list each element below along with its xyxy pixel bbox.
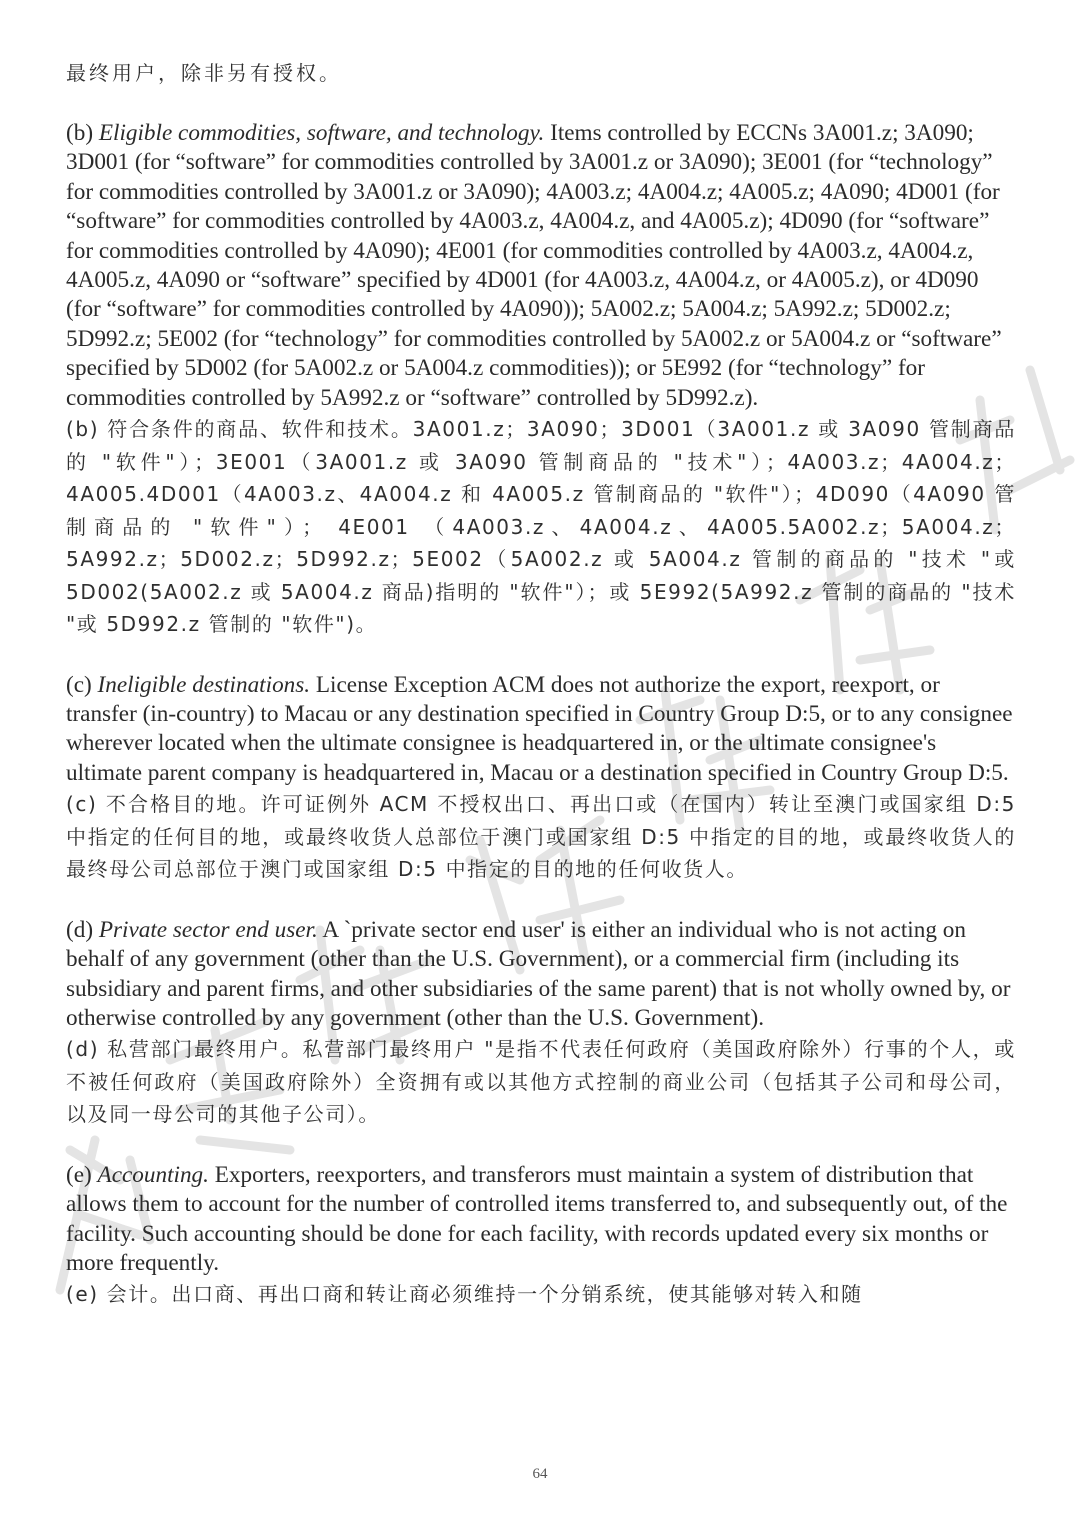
section-d-paragraph [66, 916, 1016, 1034]
section-c-paragraph [66, 671, 1016, 789]
section-b-title: Eligible commodities, software, and technology. [98, 120, 545, 146]
section-e-body: Exporters, reexporters, and transferors must maintain a system of distribution that allows them to account for the number of controlled items transferred to, and subsequently out, of the facility. Such accounting should be done for each facility, with records updated every six months or more frequently. [66, 1161, 1008, 1277]
section-b-paragraph [66, 119, 1016, 413]
section-c-heading: (c) [66, 671, 98, 698]
section-d-body: A `private sector end user' is either an individual who is not acting on behalf of any government (other than the U.S. Government), or a commercial firm (including its subsidiary and parent firms, and other subsidiaries of the same parent) that is not wholly owned by, or otherwise controlled by any government (other than the U.S. Government). [66, 916, 1011, 1031]
section-c-body: License Exception ACM does not authorize the export, reexport, or transfer (in-country) to Macau or any destination specified in Country Group D:5, or to any consignee wherever located when the ultimate consignee is headquartered in, or the ultimate consignee's ultimate parent company is headquartered in, Macau or a destination specified in Country Group D:5. [66, 671, 1013, 786]
section-b-body: Items controlled by ECCNs 3A001.z; 3A090; 3D001 (for “software” for commodities controlled by 3A001.z or 3A090); 3E001 (for “technology” for commodities controlled by 3A001.z or 3A090); 4A003.z; 4A004.z; 4A005.z; 4A090; 4D001 (for “software” for commodities controlled by 4A003.z, 4A004.z, and 4A005.z); 4D090 (for “software” for commodities controlled by 4A090); 4E001 (for commodities controlled by 4A003.z, 4A004.z, 4A005.z, 4A090 or “software” specified by 4D001 (for 4A003.z, 4A004.z, or 4A005.z), or 4D090 (for “software” for commodities controlled by 4A090)); 5A002.z; 5A004.z; 5A992.z; 5D002.z; 5D992.z; 5E002 (for “technology” for commodities controlled by 5A002.z or 5A004.z or “software” specified by 5D002 (for 5A002.z or 5A004.z commodities)); or 5E992 (for “technology” for commodities controlled by 5A992.z or “software” controlled by 5D992.z). [66, 120, 1002, 411]
page-number: 64 [532, 1466, 548, 1482]
section-b-translation: (b) 符合条件的商品、软件和技术。3A001.z；3A090；3D001（3A001.z 或 3A090 管制商品的 "软件"）；3E001（3A001.z 或 3A090 管制商品的 "技术"）；4A003.z；4A004.z；4A005.4D001（4A003.z、4A004.z 和 4A005.z 管制商品的 "软件"）；4D090（4A090 管制商品的 "软件"）； 4E001 （4A003.z、4A004.z、4A005.5A002.z；5A004.z；5A992.z；5D002.z；5D992.z；5E002（5A002.z 或 5A004.z 管制的商品的 "技术 "或 5D002(5A002.z 或 5A004.z 商品)指明的 "软件"）；或 5E992(5A992.z 管制的商品的 "技术 "或 5D992.z 管制的 "软件")。 [66, 417, 1016, 637]
section-c-title: Ineligible destinations. [97, 671, 311, 698]
section-e-heading: (e) [66, 1161, 98, 1188]
section-d-title: Private sector end user. [98, 916, 318, 943]
section-b-heading: (b) [66, 120, 99, 146]
continued-text-line: 最终用户，除非另有授权。 [66, 61, 342, 85]
section-e-translation: (e) 会计。出口商、再出口商和转让商必须维持一个分销系统，使其能够对转入和随 [66, 1282, 863, 1307]
section-c-translation: (c) 不合格目的地。许可证例外 ACM 不授权出口、再出口或（在国内）转让至澳门或国家组 D:5 中指定的任何目的地，或最终收货人总部位于澳门或国家组 D:5 中指定的目的地，或最终收货人的最终母公司总部位于澳门或国家组 D:5 中指定的目的地的任何收货人。 [66, 792, 1016, 882]
section-d-translation: (d) 私营部门最终用户。私营部门最终用户 "是指不代表任何政府（美国政府除外）行事的个人，或不被任何政府（美国政府除外）全资拥有或以其他方式控制的商业公司（包括其子公司和母公司，以及同一母公司的其他子公司）。 [66, 1037, 1016, 1127]
document-body [66, 56, 1016, 1311]
section-d-heading: (d) [66, 916, 99, 943]
section-e-title: Accounting. [97, 1161, 209, 1188]
section-e-paragraph [66, 1161, 1016, 1279]
